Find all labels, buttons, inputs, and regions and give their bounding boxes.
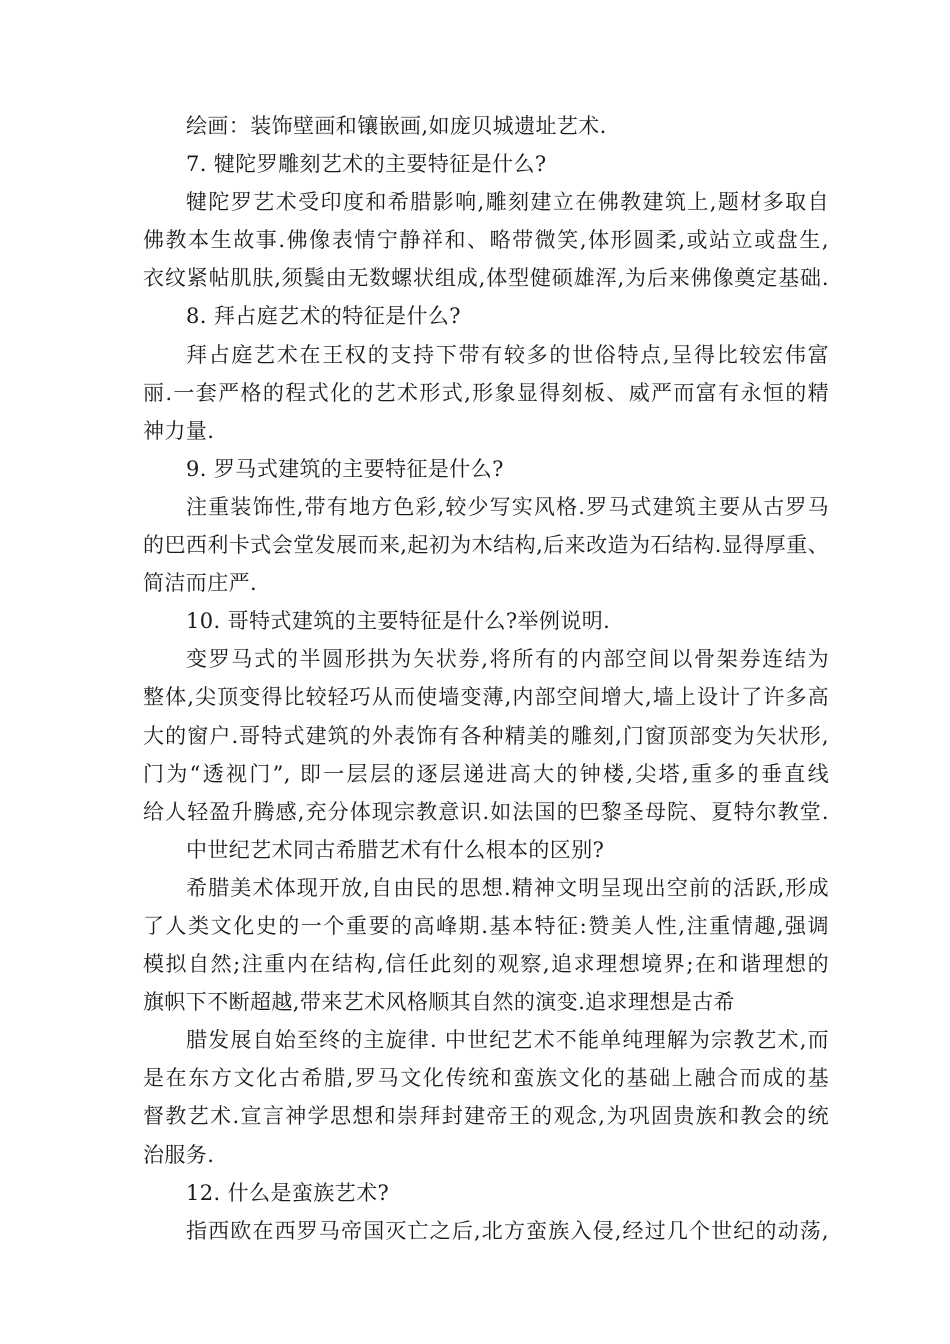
text-line: 希腊美术体现开放,自由民的思想.精神文明呈现出空前的活跃,形成 [186,875,829,900]
text-line: 督教艺术.宣言神学思想和崇拜封建帝王的观念,为巩固贵族和教会的统 [143,1104,829,1129]
text-line: 腊发展自始至终的主旋律. 中世纪艺术不能单纯理解为宗教艺术,而 [186,1028,829,1053]
text-line: 模拟自然;注重内在结构,信任此刻的观察,追求理想境界;在和谐理想的 [143,952,829,977]
text-line: 门为“透视门”, 即一层层的逐层递进高大的钟楼,尖塔,重多的垂直线 [143,761,829,786]
text-line: 整体,尖顶变得比较轻巧从而使墙变薄,内部空间增大,墙上设计了许多高 [143,685,829,710]
text-line: 神力量. [143,418,215,443]
question-heading: 9. 罗马式建筑的主要特征是什么? [186,456,504,481]
question-heading: 12. 什么是蛮族艺术? [186,1180,390,1205]
text-line: 注重装饰性,带有地方色彩,较少写实风格.罗马式建筑主要从古罗马 [186,494,829,519]
text-line: 给人轻盈升腾感,充分体现宗教意识.如法国的巴黎圣母院、夏特尔教堂. [143,799,829,824]
text-line: 简洁而庄严. [143,571,258,596]
text-line: 绘画：装饰壁画和镶嵌画,如庞贝城遗址艺术. [186,114,607,138]
question-heading: 10. 哥特式建筑的主要特征是什么?举例说明. [186,609,611,634]
question-heading: 7. 犍陀罗雕刻艺术的主要特征是什么? [186,152,547,177]
text-line: 大的窗户.哥特式建筑的外表饰有各种精美的雕刻,门窗顶部变为矢状形, [143,723,829,748]
question-heading: 中世纪艺术同古希腊艺术有什么根本的区别? [186,837,605,862]
text-line: 治服务. [143,1142,215,1167]
document-body [143,107,829,1250]
text-line: 衣纹紧帖肌肤,须鬓由无数螺状组成,体型健硕雄浑,为后来佛像奠定基础. [143,266,829,291]
question-heading: 8. 拜占庭艺术的特征是什么? [186,304,461,329]
text-line: 指西欧在西罗马帝国灭亡之后,北方蛮族入侵,经过几个世纪的动荡, [186,1218,829,1243]
text-line: 犍陀罗艺术受印度和希腊影响,雕刻建立在佛教建筑上,题材多取自 [186,190,829,215]
text-line: 是在东方文化古希腊,罗马文化传统和蛮族文化的基础上融合而成的基 [143,1066,829,1091]
text-line: 丽.一套严格的程式化的艺术形式,形象显得刻板、威严而富有永恒的精 [143,380,829,405]
text-line: 的巴西利卡式会堂发展而来,起初为木结构,后来改造为石结构.显得厚重、 [143,533,829,558]
text-line: 拜占庭艺术在王权的支持下带有较多的世俗特点,呈得比较宏伟富 [186,342,829,367]
text-line: 佛教本生故事.佛像表情宁静祥和、略带微笑,体形圆柔,或站立或盘生, [143,228,829,253]
text-line: 了人类文化史的一个重要的高峰期.基本特征:赞美人性,注重情趣,强调 [143,913,829,938]
text-line: 旗帜下不断超越,带来艺术风格顺其自然的演变.追求理想是古希 [143,990,735,1015]
text-line: 变罗马式的半圆形拱为矢状券,将所有的内部空间以骨架券连结为 [186,647,829,672]
